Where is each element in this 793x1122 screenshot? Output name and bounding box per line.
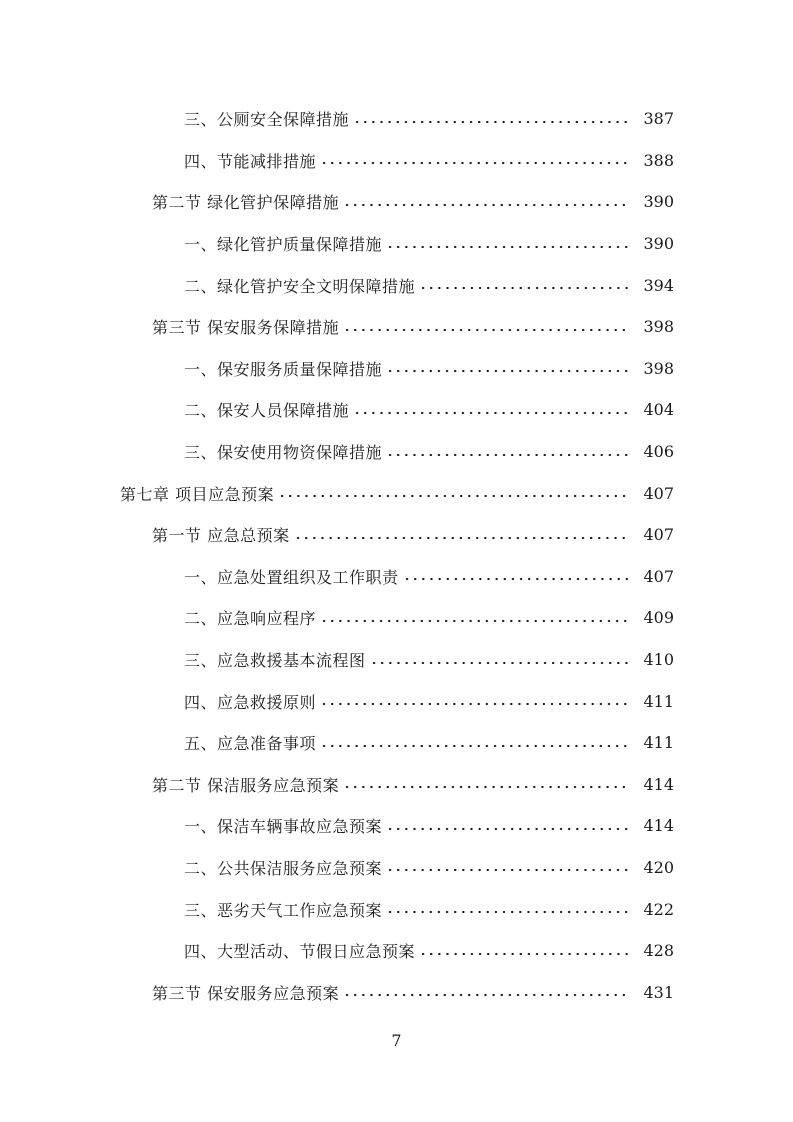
toc-entry[interactable] bbox=[0, 223, 793, 265]
toc-entry[interactable] bbox=[0, 971, 793, 1013]
dot-leader bbox=[386, 904, 630, 920]
dot-leader bbox=[419, 280, 630, 296]
toc-entry[interactable] bbox=[0, 888, 793, 930]
toc-entry-page-number: 390 bbox=[643, 234, 674, 254]
dot-leader bbox=[320, 696, 630, 712]
dot-leader bbox=[353, 114, 630, 130]
toc-entry-page-number: 387 bbox=[643, 109, 674, 129]
toc-entry-title: 四、节能减排措施 bbox=[184, 151, 317, 171]
toc-entry-page-number: 428 bbox=[643, 941, 674, 961]
toc-entry-page-number: 420 bbox=[643, 857, 674, 877]
toc-entry[interactable] bbox=[0, 764, 793, 806]
toc-entry-title: 一、绿化管护质量保障措施 bbox=[184, 235, 383, 255]
toc-entry-page-number: 414 bbox=[643, 816, 674, 836]
toc-entry-page-number: 407 bbox=[643, 525, 674, 545]
toc-entry[interactable] bbox=[0, 389, 793, 431]
toc-entry-page-number: 407 bbox=[643, 483, 674, 503]
dot-leader bbox=[419, 946, 630, 962]
dot-leader bbox=[343, 987, 630, 1003]
toc-entry-page-number: 431 bbox=[643, 982, 674, 1002]
toc-entry[interactable] bbox=[0, 181, 793, 223]
page-number: 7 bbox=[391, 1031, 402, 1050]
toc-entry[interactable] bbox=[0, 348, 793, 390]
toc-entry-title: 五、应急准备事项 bbox=[184, 734, 317, 754]
toc-entry-title: 第二节 保洁服务应急预案 bbox=[152, 775, 340, 795]
toc-entry[interactable] bbox=[0, 597, 793, 639]
toc-entry[interactable] bbox=[0, 722, 793, 764]
toc-entry-title: 四、应急救援原则 bbox=[184, 692, 317, 712]
toc-entry-title: 第七章 项目应急预案 bbox=[120, 484, 275, 504]
toc-entry[interactable] bbox=[0, 556, 793, 598]
toc-entry-page-number: 404 bbox=[643, 400, 674, 420]
toc-entry-title: 四、大型活动、节假日应急预案 bbox=[184, 942, 416, 962]
dot-leader bbox=[294, 530, 630, 546]
dot-leader bbox=[320, 613, 630, 629]
toc-entry[interactable] bbox=[0, 639, 793, 681]
toc-entry-page-number: 398 bbox=[643, 317, 674, 337]
toc-entry[interactable] bbox=[0, 306, 793, 348]
dot-leader bbox=[370, 655, 630, 671]
toc-entry-page-number: 410 bbox=[643, 650, 674, 670]
toc-entry-title: 三、应急救援基本流程图 bbox=[184, 651, 366, 671]
toc-entry[interactable] bbox=[0, 472, 793, 514]
toc-entry-title: 第三节 保安服务保障措施 bbox=[152, 318, 340, 338]
toc-entry[interactable] bbox=[0, 930, 793, 972]
dot-leader bbox=[386, 862, 630, 878]
toc-entry[interactable] bbox=[0, 805, 793, 847]
toc-entry-page-number: 407 bbox=[643, 566, 674, 586]
toc-entry-title: 第二节 绿化管护保障措施 bbox=[152, 193, 340, 213]
toc-entry-title: 三、保安使用物资保障措施 bbox=[184, 443, 383, 463]
toc-entry-page-number: 394 bbox=[643, 275, 674, 295]
dot-leader bbox=[320, 155, 630, 171]
toc-entry[interactable] bbox=[0, 264, 793, 306]
toc-entry-title: 二、保安人员保障措施 bbox=[184, 401, 350, 421]
toc-entry-page-number: 414 bbox=[643, 774, 674, 794]
toc-entry[interactable] bbox=[0, 847, 793, 889]
dot-leader bbox=[353, 405, 630, 421]
dot-leader bbox=[343, 197, 630, 213]
dot-leader bbox=[386, 821, 630, 837]
toc-entry-page-number: 406 bbox=[643, 442, 674, 462]
toc-entry-page-number: 398 bbox=[643, 358, 674, 378]
toc-entry-page-number: 411 bbox=[643, 733, 674, 753]
toc-entry-page-number: 411 bbox=[643, 691, 674, 711]
toc-entry-title: 一、保洁车辆事故应急预案 bbox=[184, 817, 383, 837]
toc-entry-title: 第一节 应急总预案 bbox=[152, 526, 290, 546]
dot-leader bbox=[278, 488, 630, 504]
toc-entry-page-number: 422 bbox=[643, 899, 674, 919]
toc-entry[interactable] bbox=[0, 514, 793, 556]
toc-entry-page-number: 409 bbox=[643, 608, 674, 628]
toc-entry[interactable] bbox=[0, 98, 793, 140]
toc-entry-page-number: 388 bbox=[643, 150, 674, 170]
toc-entry-page-number: 390 bbox=[643, 192, 674, 212]
table-of-contents bbox=[0, 98, 793, 1013]
toc-entry-title: 二、公共保洁服务应急预案 bbox=[184, 858, 383, 878]
toc-entry-title: 二、应急响应程序 bbox=[184, 609, 317, 629]
toc-entry-title: 三、公厕安全保障措施 bbox=[184, 110, 350, 130]
toc-entry-title: 一、应急处置组织及工作职责 bbox=[184, 567, 399, 587]
dot-leader bbox=[386, 447, 630, 463]
toc-entry-title: 一、保安服务质量保障措施 bbox=[184, 359, 383, 379]
dot-leader bbox=[343, 779, 630, 795]
toc-entry-title: 三、恶劣天气工作应急预案 bbox=[184, 900, 383, 920]
dot-leader bbox=[343, 322, 630, 338]
toc-entry-title: 二、绿化管护安全文明保障措施 bbox=[184, 276, 416, 296]
toc-entry[interactable] bbox=[0, 431, 793, 473]
dot-leader bbox=[403, 571, 630, 587]
dot-leader bbox=[386, 239, 630, 255]
toc-entry[interactable] bbox=[0, 140, 793, 182]
toc-entry[interactable] bbox=[0, 680, 793, 722]
dot-leader bbox=[386, 363, 630, 379]
dot-leader bbox=[320, 738, 630, 754]
toc-entry-title: 第三节 保安服务应急预案 bbox=[152, 983, 340, 1003]
